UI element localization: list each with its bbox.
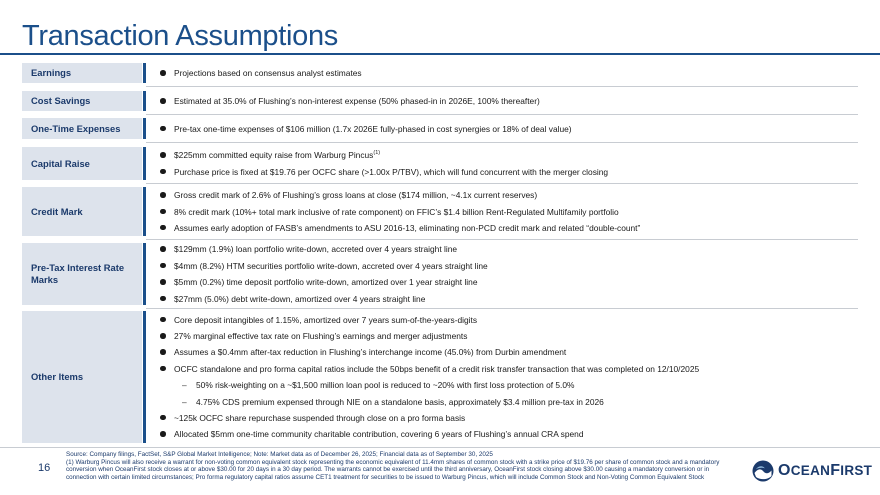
- bullet-dot-icon: [160, 152, 166, 158]
- bullet-item: [160, 315, 858, 325]
- title-divider: [0, 53, 880, 55]
- wave-logo-icon: [752, 460, 774, 482]
- bullet-text: 8% credit mark (10%+ total mark inclusive of rate component) on FFIC’s $1.4 billion Rent-Regulated Multifamily portfolio: [174, 206, 619, 217]
- bullet-item: [160, 150, 858, 160]
- bullet-dot-icon: [160, 209, 166, 215]
- bullet-dot-icon: [160, 415, 166, 421]
- source-note: Source: Company filings, FactSet, S&P Global Market Intelligence; Note: Market data as of December 26, 2025; Financial data as of September 30, 2025: [66, 451, 493, 458]
- bullet-dot-icon: [160, 317, 166, 323]
- assumption-row: [22, 243, 858, 305]
- bullet-text: ~125k OCFC share repurchase suspended through close on a pro forma basis: [174, 412, 466, 423]
- row-bullets: [160, 118, 858, 139]
- logo-wordmark: OCEANFIRST: [778, 462, 873, 479]
- bullet-text: Assumes early adoption of FASB’s amendments to ASU 2016-13, eliminating non-PCD credit mark and related “double-count”: [174, 222, 641, 233]
- bullet-dot-icon: [160, 169, 166, 175]
- bullet-text: $129mm (1.9%) loan portfolio write-down, accreted over 4 years straight line: [174, 244, 458, 255]
- assumption-row: [22, 63, 858, 83]
- row-bullets: [160, 147, 858, 180]
- sub-bullet-item: [160, 380, 858, 390]
- bullet-text: OCFC standalone and pro forma capital ratios include the 50bps benefit of a credit risk transfer transaction that was completed on 12/10/2025: [174, 363, 700, 374]
- row-accent-bar: [143, 311, 146, 443]
- bullet-text: 4.75% CDS premium expensed through NIE on a standalone basis, approximately $3.4 million pre-tax in 2026: [196, 396, 604, 407]
- row-label: Cost Savings: [22, 91, 142, 111]
- bullet-dot-icon: [160, 192, 166, 198]
- row-accent-bar: [143, 63, 146, 83]
- row-separator: [146, 239, 858, 240]
- row-label: Credit Mark: [22, 187, 142, 236]
- bullet-dot-icon: [160, 126, 166, 132]
- bullet-item: [160, 347, 858, 357]
- bullet-dot-icon: [160, 246, 166, 252]
- row-accent-bar: [143, 91, 146, 111]
- bullet-item: [160, 167, 858, 177]
- assumption-row: [22, 147, 858, 180]
- assumption-row: [22, 91, 858, 111]
- assumption-row: [22, 187, 858, 236]
- page-number: 16: [38, 462, 51, 474]
- sub-bullet-item: [160, 397, 858, 407]
- bullet-text: Assumes a $0.4mm after-tax reduction in Flushing’s interchange income (45.0%) from Durbin amendment: [174, 347, 567, 358]
- bullet-item: [160, 277, 858, 287]
- row-separator: [146, 114, 858, 115]
- bullet-dot-icon: [160, 279, 166, 285]
- bullet-dot-icon: [160, 225, 166, 231]
- bullet-item: [160, 223, 858, 233]
- bullet-dot-icon: [160, 70, 166, 76]
- bullet-dot-icon: [160, 263, 166, 269]
- bullet-text: 50% risk-weighting on a ~$1,500 million loan pool is reduced to ~20% with first loss protection of 5.0%: [196, 380, 575, 391]
- footer-divider: [0, 447, 880, 448]
- footnote-1: (1) Warburg Pincus will also receive a warrant for non-voting common equivalent stock representing the economic equivalent of 11.4mm shares of common stock with a strike price of $19.76 per share of common stock and a mandatory conversion when OceanFirst stock closes at or above $30.00 for 20 days in a 30 day period. The warrants cannot be exercised until the third anniversary, OceanFirst stock closing above $30.00 causing a mandatory conversion or in connection with certain limited circumstances; Pro forma regulatory capital ratios assume CET1 treatment for securities to be issued to Warburg Pincus, which will include Common Stock and Non-Voting Common Equivalent Stock: [66, 458, 720, 481]
- bullet-dot-icon: [160, 366, 166, 372]
- row-separator: [146, 86, 858, 87]
- bullet-text: Pre-tax one-time expenses of $106 million (1.7x 2026E fully-phased in cost synergies or 18% of deal value): [174, 123, 572, 134]
- bullet-item: [160, 294, 858, 304]
- bullet-text: Projections based on consensus analyst estimates: [174, 68, 362, 78]
- bullet-text: $225mm committed equity raise from Warburg Pincus: [174, 150, 374, 161]
- footnotes: [66, 451, 726, 481]
- row-accent-bar: [143, 118, 146, 139]
- row-bullets: [160, 243, 858, 305]
- bullet-dot-icon: [160, 98, 166, 104]
- row-bullets: [160, 311, 858, 443]
- row-accent-bar: [143, 187, 146, 236]
- bullet-item: [160, 68, 858, 78]
- dash-marker: –: [182, 380, 187, 391]
- assumption-row: [22, 118, 858, 139]
- bullet-text: Estimated at 35.0% of Flushing’s non-interest expense (50% phased-in in 2026E, 100% thereafter): [174, 96, 540, 106]
- bullet-item: [160, 244, 858, 254]
- row-label: Other Items: [22, 311, 142, 443]
- dash-marker: –: [182, 396, 187, 407]
- row-bullets: [160, 187, 858, 236]
- bullet-text: Purchase price is fixed at $19.76 per OCFC share (>1.00x P/TBV), which will fund concurrent with the merger closing: [174, 166, 609, 177]
- bullet-dot-icon: [160, 296, 166, 302]
- row-separator: [146, 308, 858, 309]
- bullet-item: [160, 96, 858, 106]
- bullet-text: 27% marginal effective tax rate on Flushing’s earnings and merger adjustments: [174, 331, 468, 342]
- row-bullets: [160, 91, 858, 111]
- oceanfirst-logo: [752, 460, 872, 482]
- bullet-dot-icon: [160, 349, 166, 355]
- row-bullets: [160, 63, 858, 83]
- bullet-item: [160, 331, 858, 341]
- row-label: One-Time Expenses: [22, 118, 142, 139]
- bullet-dot-icon: [160, 431, 166, 437]
- row-label: Pre-Tax Interest Rate Marks: [22, 243, 142, 305]
- bullet-text: Core deposit intangibles of 1.15%, amortized over 7 years sum-of-the-years-digits: [174, 314, 478, 325]
- row-separator: [146, 142, 858, 143]
- bullet-item: [160, 413, 858, 423]
- bullet-item: [160, 429, 858, 439]
- row-label: Earnings: [22, 63, 142, 83]
- row-accent-bar: [143, 243, 146, 305]
- bullet-text: Allocated $5mm one-time community charitable contribution, covering 6 years of Flushing’s annual CRA spend: [174, 429, 584, 440]
- bullet-item: [160, 190, 858, 200]
- page-title: Transaction Assumptions: [22, 20, 339, 52]
- row-accent-bar: [143, 147, 146, 180]
- row-separator: [146, 183, 858, 184]
- bullet-dot-icon: [160, 333, 166, 339]
- bullet-text: $27mm (5.0%) debt write-down, amortized over 4 years straight line: [174, 293, 426, 304]
- footnote-marker: (1): [373, 150, 381, 157]
- bullet-item: [160, 207, 858, 217]
- bullet-item: [160, 364, 858, 374]
- bullet-text: $5mm (0.2%) time deposit portfolio write-down, amortized over 1 year straight line: [174, 277, 478, 288]
- bullet-text: $4mm (8.2%) HTM securities portfolio write-down, accreted over 4 years straight line: [174, 260, 488, 271]
- bullet-text: Gross credit mark of 2.6% of Flushing’s gross loans at close ($174 million, ~4.1x current reserves): [174, 190, 538, 201]
- bullet-item: [160, 124, 858, 134]
- assumption-row: [22, 311, 858, 443]
- bullet-item: [160, 261, 858, 271]
- row-label: Capital Raise: [22, 147, 142, 180]
